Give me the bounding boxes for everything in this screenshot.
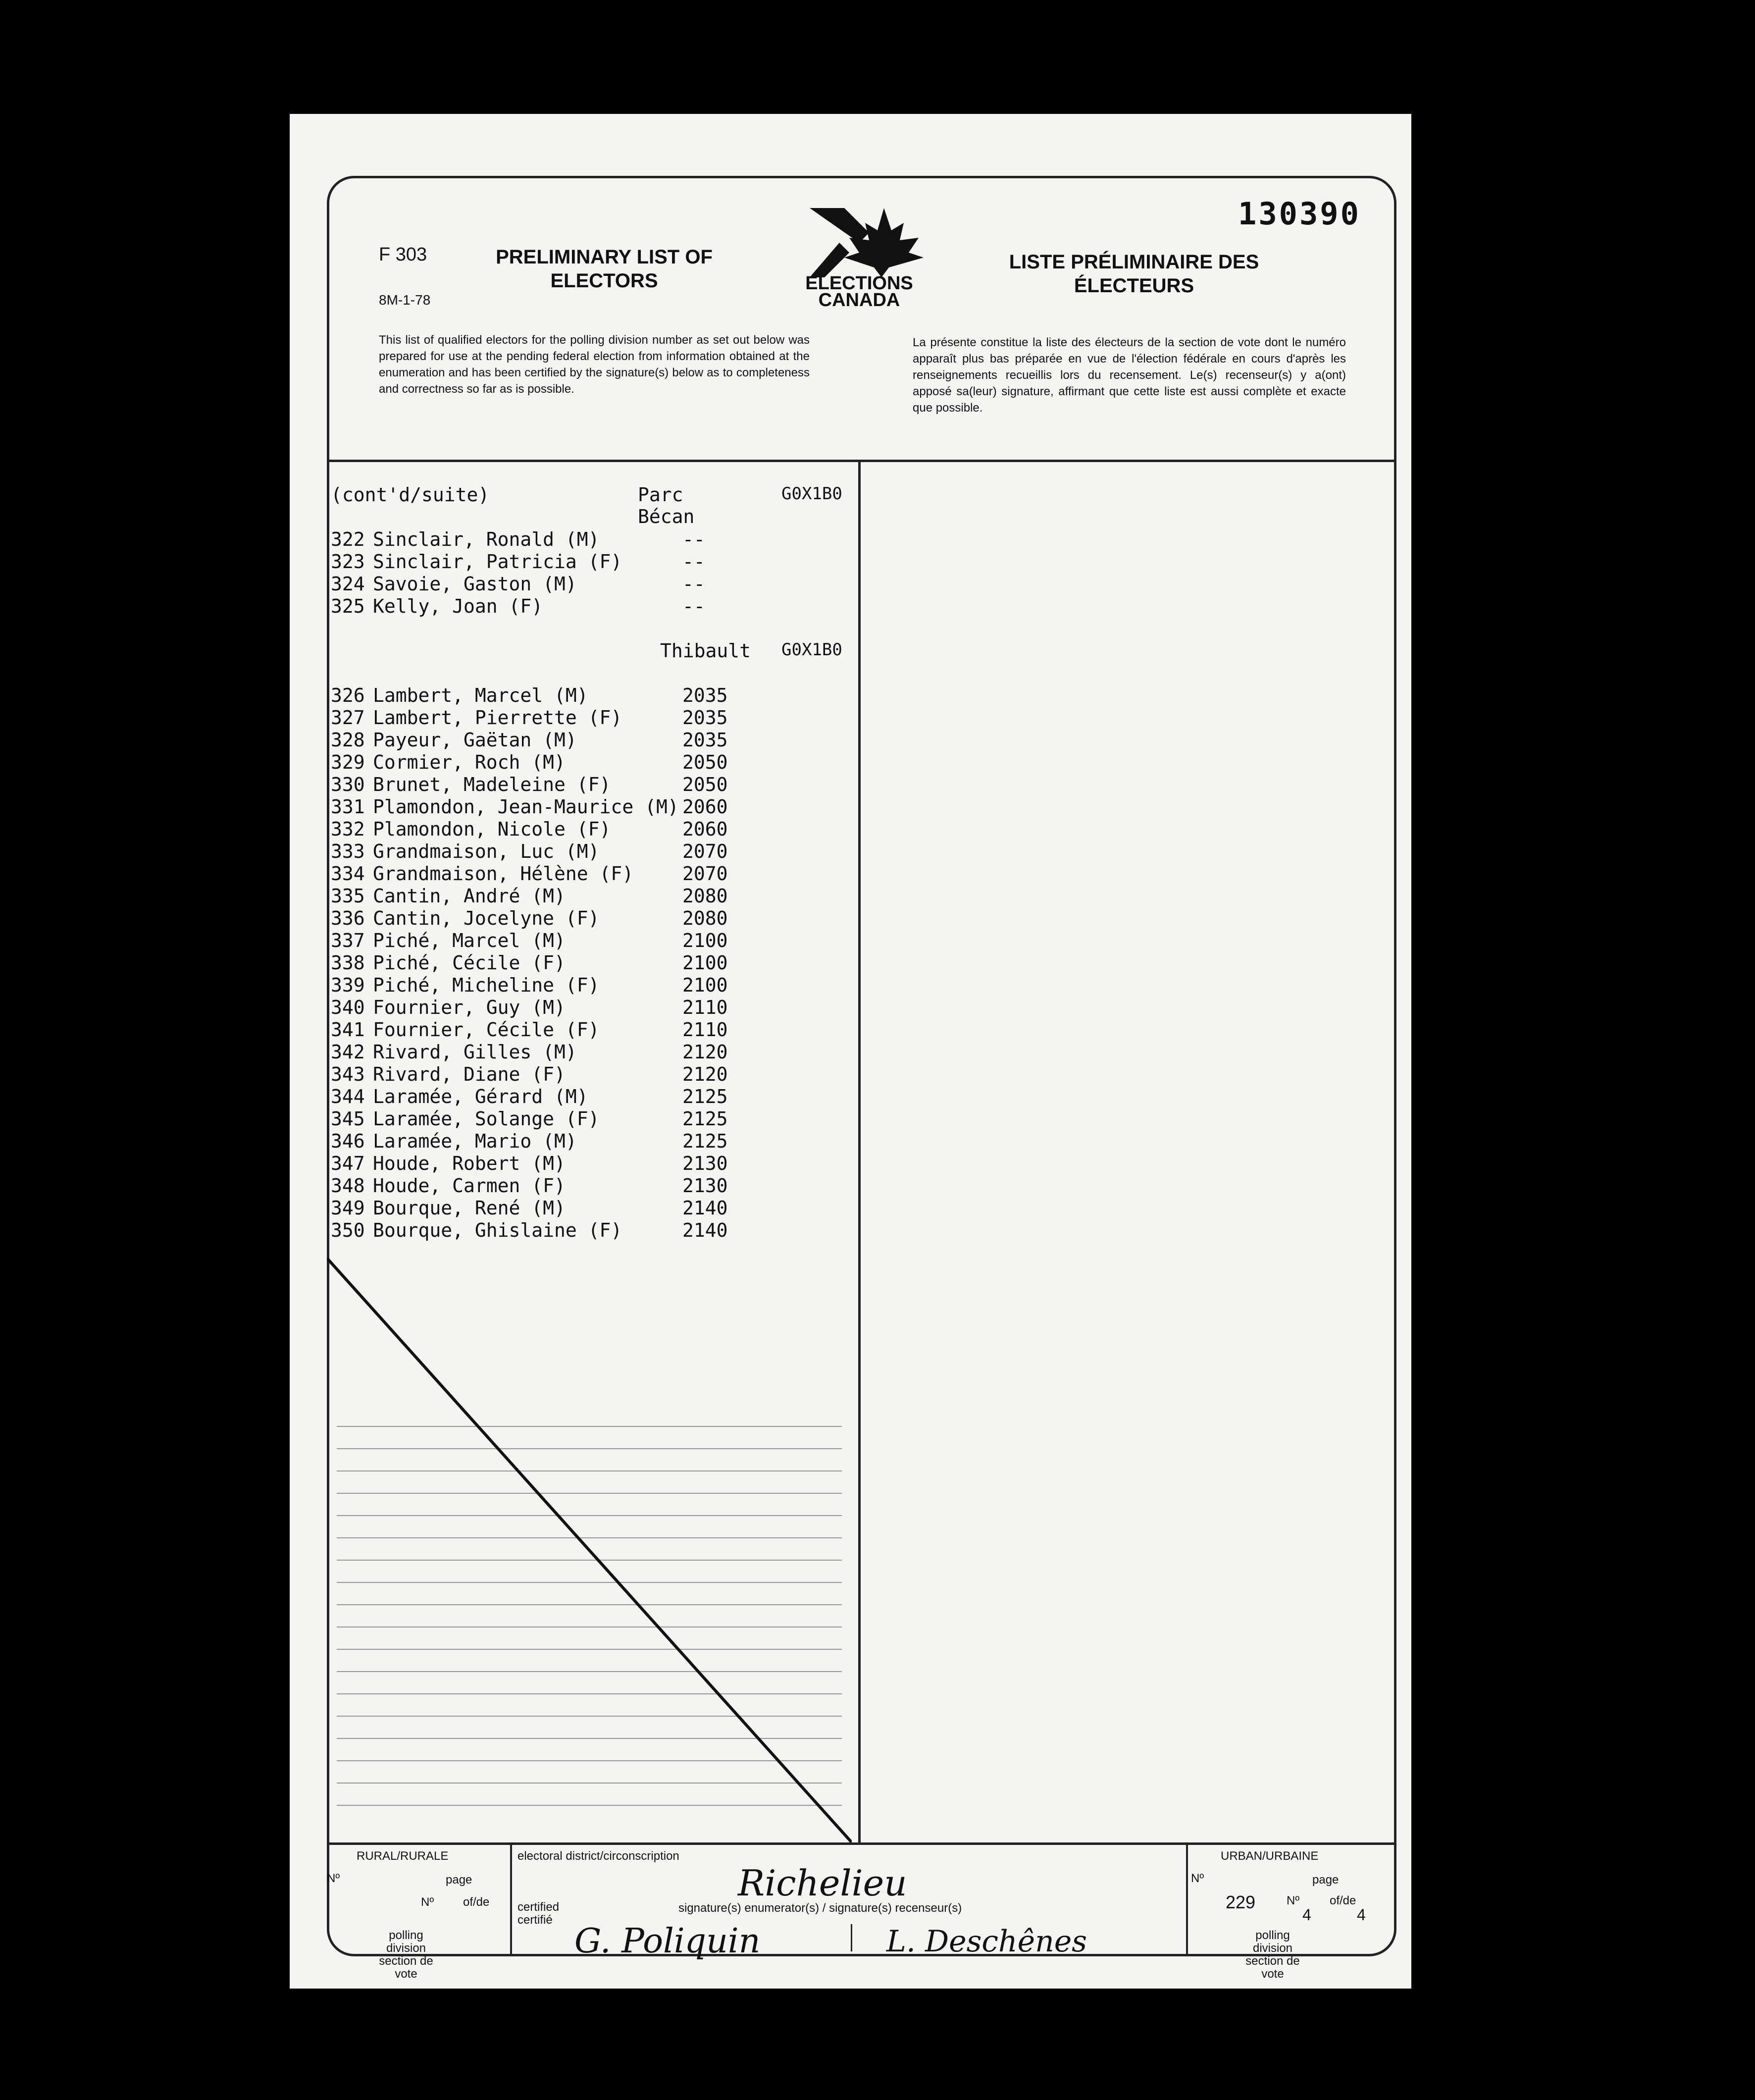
- elector-name: Laramée, Solange (F): [373, 1108, 600, 1130]
- cancelled-blank-area: [327, 1258, 852, 1842]
- urban-no-label: Nº: [1191, 1872, 1204, 1885]
- elector-number: 338: [331, 952, 365, 974]
- rural-page-no-label: Nº: [421, 1895, 434, 1909]
- elector-number: 322: [331, 528, 365, 550]
- urban-page-no-label: Nº: [1287, 1894, 1300, 1907]
- intro-french: La présente constitue la liste des électeurs de la section de vote dont le numéro apparaît plus bas préparée en vue de l'élection fédérale en cours d'après les renseignements recueillis lors du recensement. Le(s) recenseur(s) y a(ont) apposé sa(leur) signature, affirmant que cette liste est aussi complète et exacte que possible.: [913, 336, 1346, 415]
- list-item: [331, 751, 851, 774]
- elector-number: 342: [331, 1041, 365, 1063]
- elector-name: Kelly, Joan (F): [373, 595, 543, 617]
- elector-address: 2060: [682, 818, 728, 840]
- list-item: [331, 774, 851, 796]
- list-item: [331, 885, 851, 908]
- elector-number: 328: [331, 729, 365, 751]
- list-item: [331, 528, 851, 551]
- footer-divider: [327, 1842, 1396, 1845]
- elector-address: --: [682, 595, 705, 617]
- urban-page-label: page: [1312, 1873, 1339, 1887]
- list-item: [331, 684, 851, 707]
- elector-name: Grandmaison, Hélène (F): [373, 863, 634, 885]
- list-item: [331, 573, 851, 596]
- elector-name: Rivard, Diane (F): [373, 1063, 566, 1085]
- elector-address: 2035: [682, 707, 728, 729]
- column-divider: [858, 461, 861, 1842]
- list-item: [331, 907, 851, 930]
- elector-name: Laramée, Mario (M): [373, 1130, 577, 1152]
- list-item: [331, 818, 851, 841]
- elector-name: Bourque, Ghislaine (F): [373, 1219, 622, 1241]
- title-french: LISTE PRÉLIMINAIRE DES ÉLECTEURS: [1009, 251, 1259, 297]
- elector-name: Payeur, Gaëtan (M): [373, 729, 577, 751]
- list-item: [331, 863, 851, 886]
- list-item: [331, 1219, 851, 1242]
- elector-address: --: [682, 573, 705, 595]
- list-item: [331, 974, 851, 997]
- urban-polling-division-label: polling division section de vote: [1245, 1929, 1300, 1981]
- form-code: F 303: [379, 244, 427, 265]
- elector-address: 2110: [682, 997, 728, 1018]
- elector-name: Cantin, André (M): [373, 885, 566, 907]
- page-total: 4: [1357, 1906, 1366, 1924]
- elector-number: 343: [331, 1063, 365, 1085]
- elector-name: Savoie, Gaston (M): [373, 573, 577, 595]
- elector-name: Cormier, Roch (M): [373, 751, 566, 773]
- elector-address: 2125: [682, 1086, 728, 1107]
- list-item: [331, 1197, 851, 1220]
- elector-address: 2125: [682, 1108, 728, 1130]
- elector-name: Grandmaison, Luc (M): [373, 840, 600, 862]
- list-item: [331, 1175, 851, 1198]
- elector-address: 2050: [682, 751, 728, 773]
- elector-number: 331: [331, 796, 365, 818]
- elector-number: 349: [331, 1197, 365, 1219]
- elector-number: 336: [331, 907, 365, 929]
- elector-address: 2130: [682, 1175, 728, 1197]
- elector-number: 323: [331, 551, 365, 573]
- elector-address: 2110: [682, 1019, 728, 1041]
- elector-number: 348: [331, 1175, 365, 1197]
- elector-address: 2080: [682, 907, 728, 929]
- elector-name: Sinclair, Ronald (M): [373, 528, 600, 550]
- postal-code: G0X1B0: [781, 640, 842, 660]
- elector-name: Plamondon, Jean-Maurice (M): [373, 796, 679, 818]
- elector-number: 341: [331, 1019, 365, 1041]
- certified-label: certified certifié: [517, 1900, 560, 1927]
- elector-name: Cantin, Jocelyne (F): [373, 907, 600, 929]
- elector-address: 2130: [682, 1153, 728, 1174]
- elector-name: Houde, Carmen (F): [373, 1175, 566, 1197]
- elector-number: 347: [331, 1153, 365, 1174]
- title-english: PRELIMINARY LIST OF ELECTORS: [496, 246, 713, 292]
- urban-label: URBAN/URBAINE: [1221, 1849, 1319, 1863]
- elector-name: Piché, Marcel (M): [373, 930, 566, 951]
- elector-number: 326: [331, 684, 365, 706]
- elector-number: 339: [331, 974, 365, 996]
- elector-address: 2100: [682, 974, 728, 996]
- form-date: 8M-1-78: [379, 292, 431, 308]
- elector-address: 2060: [682, 796, 728, 818]
- list-item: [331, 796, 851, 819]
- elector-address: 2140: [682, 1219, 728, 1241]
- page-number: 4: [1302, 1906, 1311, 1924]
- elector-number: 333: [331, 840, 365, 862]
- signature-enumerator-1: G. Poliquin: [574, 1922, 761, 1961]
- elector-number: 337: [331, 930, 365, 951]
- elector-name: Fournier, Cécile (F): [373, 1019, 600, 1041]
- elector-address: 2140: [682, 1197, 728, 1219]
- elector-number: 329: [331, 751, 365, 773]
- intro-english: This list of qualified electors for the polling division number as set out below was prepared for use at the pending federal election from information obtained at the enumeration and has been certified by the signature(s) below as to completeness and correctness so far as is possible.: [379, 333, 810, 396]
- elector-name: Plamondon, Nicole (F): [373, 818, 611, 840]
- elector-address: 2100: [682, 930, 728, 951]
- list-item: [331, 1130, 851, 1153]
- continued-label: (cont'd/suite): [331, 484, 490, 506]
- elector-name: Lambert, Marcel (M): [373, 684, 588, 706]
- elector-address: 2080: [682, 885, 728, 907]
- elector-name: Lambert, Pierrette (F): [373, 707, 622, 729]
- elector-name: Sinclair, Patricia (F): [373, 551, 622, 573]
- elector-address: --: [682, 528, 705, 550]
- rural-label: RURAL/RURALE: [357, 1849, 449, 1863]
- elector-name: Laramée, Gérard (M): [373, 1086, 588, 1107]
- list-item: [331, 952, 851, 975]
- postal-code: G0X1B0: [781, 484, 842, 504]
- list-item: [331, 1041, 851, 1064]
- elector-address: 2070: [682, 863, 728, 885]
- elector-number: 345: [331, 1108, 365, 1130]
- rural-no-label: Nº: [327, 1872, 340, 1885]
- elector-address: 2050: [682, 774, 728, 795]
- list-item: [331, 551, 851, 574]
- elector-number: 346: [331, 1130, 365, 1152]
- list-item: [331, 930, 851, 952]
- elector-number: 324: [331, 573, 365, 595]
- electoral-district-label: electoral district/circonscription: [517, 1849, 679, 1863]
- elector-address: 2125: [682, 1130, 728, 1152]
- elector-address: --: [682, 551, 705, 573]
- elector-name: Houde, Robert (M): [373, 1153, 566, 1174]
- elector-number: 330: [331, 774, 365, 795]
- elector-number: 327: [331, 707, 365, 729]
- list-item: [331, 840, 851, 863]
- rural-of-label: of/de: [463, 1895, 490, 1909]
- list-item: [331, 1153, 851, 1175]
- elector-name: Piché, Cécile (F): [373, 952, 566, 974]
- elector-number: 340: [331, 997, 365, 1018]
- footer-right-divider: [1186, 1843, 1188, 1955]
- footer-left-divider: [510, 1843, 512, 1955]
- elector-number: 332: [331, 818, 365, 840]
- elector-address: 2070: [682, 840, 728, 862]
- elector-name: Piché, Micheline (F): [373, 974, 600, 996]
- elector-address: 2120: [682, 1063, 728, 1085]
- list-item: [331, 729, 851, 752]
- rural-polling-division-label: polling division section de vote: [379, 1929, 433, 1981]
- header-divider: [327, 460, 1396, 462]
- elector-number: 334: [331, 863, 365, 885]
- street-name: Thibault: [660, 640, 751, 662]
- street-name: Parc Bécan: [638, 484, 695, 527]
- list-item: [331, 1108, 851, 1131]
- elector-name: Fournier, Guy (M): [373, 997, 566, 1018]
- urban-of-label: of/de: [1330, 1894, 1356, 1907]
- elector-name: Brunet, Madeleine (F): [373, 774, 611, 795]
- electoral-district-value: Richelieu: [738, 1862, 907, 1904]
- elector-address: 2035: [682, 684, 728, 706]
- elector-name: Rivard, Gilles (M): [373, 1041, 577, 1063]
- elector-address: 2120: [682, 1041, 728, 1063]
- signature-label: signature(s) enumerator(s) / signature(s) recenseur(s): [678, 1901, 962, 1915]
- elector-address: 2035: [682, 729, 728, 751]
- list-item: [331, 1019, 851, 1042]
- list-item: [331, 1086, 851, 1108]
- list-item: [331, 997, 851, 1019]
- elector-number: 325: [331, 595, 365, 617]
- elector-address: 2100: [682, 952, 728, 974]
- serial-number: 130390: [1238, 196, 1361, 232]
- logo-text: ELECTIONS CANADA: [805, 273, 913, 311]
- elector-number: 350: [331, 1219, 365, 1241]
- signature-separator: [851, 1924, 852, 1951]
- list-item: [331, 595, 851, 618]
- rural-page-label: page: [446, 1873, 472, 1887]
- elector-number: 344: [331, 1086, 365, 1107]
- signature-enumerator-2: L. Deschênes: [886, 1924, 1087, 1959]
- list-item: [331, 1063, 851, 1086]
- elector-name: Bourque, René (M): [373, 1197, 566, 1219]
- polling-division-number: 229: [1226, 1892, 1256, 1912]
- list-item: [331, 707, 851, 730]
- elector-number: 335: [331, 885, 365, 907]
